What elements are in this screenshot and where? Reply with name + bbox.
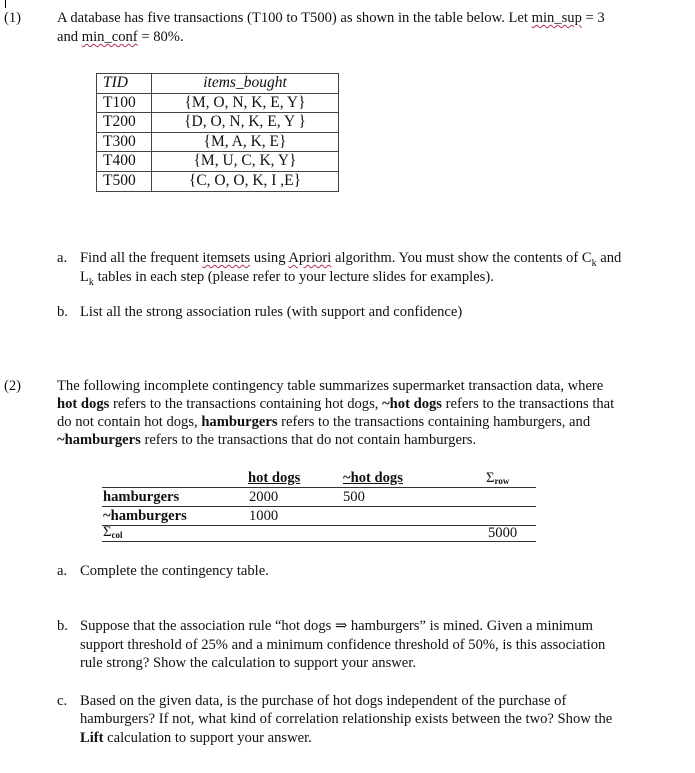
- cell-ham-hot: 2000: [249, 489, 279, 505]
- table-row: [97, 152, 339, 172]
- q2-b-line3: rule strong? Show the calculation to support your answer.: [80, 655, 416, 671]
- tid-cell: T200: [97, 113, 152, 133]
- header-tid: TID: [97, 74, 152, 94]
- col-header-hotdogs: hot dogs: [248, 470, 301, 486]
- q2-b-line2: support threshold of 25% and a minimum confidence threshold of 50%, is this association: [80, 637, 606, 653]
- q2-para-line3: do not contain hot dogs, hamburgers refers to the transactions containing hamburgers, and: [57, 414, 591, 430]
- table-row: [97, 93, 339, 113]
- itemsets-term: itemsets: [202, 250, 251, 266]
- q1-number: (1): [4, 10, 22, 26]
- footer-rule: [102, 541, 536, 542]
- q2-number: (2): [4, 378, 22, 394]
- q1-intro-line1: A database has five transactions (T100 to T500) as shown in the table below. Let min_sup = 3: [57, 10, 605, 26]
- header-items: items_bought: [152, 74, 339, 94]
- q2-para-line2: hot dogs refers to the transactions containing hot dogs, ~hot dogs refers to the transactions that: [57, 396, 615, 412]
- items-cell: {D, O, N, K, E, Y }: [152, 113, 339, 133]
- table-row: [97, 132, 339, 152]
- q2-c-line2: hamburgers? If not, what kind of correlation relationship exists between the two? Show the: [80, 711, 613, 727]
- tid-cell: T500: [97, 171, 152, 191]
- row-header-col-total: $\Sigma_{col}$: [103, 524, 123, 540]
- q2-a-label: a.: [57, 563, 68, 579]
- min-sup-term: min_sup: [531, 10, 582, 26]
- q1-a-label: a.: [57, 250, 68, 266]
- q2-b-label: b.: [57, 618, 68, 634]
- tid-cell: T400: [97, 152, 152, 172]
- cell-ham-nothot: 500: [343, 489, 365, 505]
- col-header-row-total: $\Sigma_{row}$: [486, 470, 510, 486]
- tid-cell: T100: [97, 93, 152, 113]
- q2-para-line1: The following incomplete contingency table summarizes supermarket transaction data, where: [57, 378, 604, 394]
- q1-intro-line2: and min_conf = 80%.: [57, 29, 184, 45]
- col-header-not-hotdogs: ~hot dogs: [343, 470, 403, 486]
- row-rule: [102, 525, 536, 526]
- q2-b-line1: Suppose that the association rule “hot dogs ⇒ hamburgers” is mined. Given a minimum: [80, 618, 593, 634]
- table-row: [97, 113, 339, 133]
- items-cell: {M, O, N, K, E, Y}: [152, 93, 339, 113]
- text-cursor: [5, 0, 6, 8]
- cell-notham-hot: 1000: [249, 508, 279, 524]
- row-header-hamburgers: hamburgers: [103, 489, 180, 505]
- cell-grand-total: 5000: [488, 525, 518, 541]
- row-header-not-hamburgers: ~hamburgers: [103, 508, 187, 524]
- q1-a-line1: Find all the frequent itemsets using Apriori algorithm. You must show the contents of $C_k$ and: [80, 250, 622, 269]
- items-cell: {M, A, K, E}: [152, 132, 339, 152]
- table-row: [97, 171, 339, 191]
- q2-para-line4: ~hamburgers refers to the transactions that do not contain hamburgers.: [57, 432, 477, 448]
- q1-a-line2: $L_k$ tables in each step (please refer to your lecture slides for examples).: [80, 269, 494, 288]
- items-cell: {C, O, O, K, I ,E}: [152, 171, 339, 191]
- items-cell: {M, U, C, K, Y}: [152, 152, 339, 172]
- q2-c-label: c.: [57, 693, 68, 709]
- tid-cell: T300: [97, 132, 152, 152]
- min-conf-term: min_conf: [81, 29, 138, 45]
- q1-b-label: b.: [57, 304, 68, 320]
- table-header-row: [97, 74, 339, 94]
- transactions-table: [96, 73, 339, 192]
- apriori-term: Apriori: [288, 250, 332, 266]
- q2-a-text: Complete the contingency table.: [80, 563, 269, 579]
- q1-b-text: List all the strong association rules (with support and confidence): [80, 304, 463, 320]
- q2-c-line1: Based on the given data, is the purchase of hot dogs independent of the purchase of: [80, 693, 567, 709]
- q2-c-line3: Lift calculation to support your answer.: [80, 730, 312, 746]
